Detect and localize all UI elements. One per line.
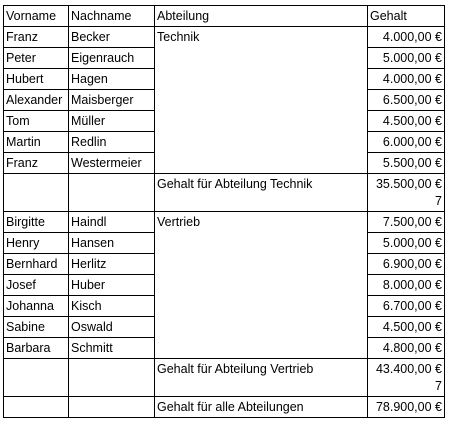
salary-cell: 7.500,00 € [368, 212, 445, 233]
last-name-cell: Haindl [69, 212, 155, 233]
subtotal-row [4, 359, 445, 397]
subtotal-value: 35.500,00 € [375, 177, 442, 191]
salary-cell: 6.700,00 € [368, 296, 445, 317]
last-name-cell: Schmitt [69, 338, 155, 359]
grand-total-row [4, 397, 445, 418]
subtotal-value-overflow: 7 [435, 379, 442, 393]
table-row [4, 212, 445, 233]
subtotal-value-overflow: 7 [435, 194, 442, 208]
empty-cell [69, 397, 155, 418]
subtotal-row [4, 174, 445, 212]
salary-cell: 5.500,00 € [368, 153, 445, 174]
empty-cell [4, 174, 69, 212]
last-name-cell: Hansen [69, 233, 155, 254]
last-name-cell: Kisch [69, 296, 155, 317]
salary-report-table [3, 5, 445, 418]
first-name-cell: Barbara [4, 338, 69, 359]
first-name-cell: Bernhard [4, 254, 69, 275]
first-name-cell: Alexander [4, 90, 69, 111]
subtotal-value: 43.400,00 € [375, 362, 442, 376]
last-name-cell: Herlitz [69, 254, 155, 275]
last-name-cell: Oswald [69, 317, 155, 338]
last-name-cell: Müller [69, 111, 155, 132]
first-name-cell: Josef [4, 275, 69, 296]
salary-cell: 4.500,00 € [368, 317, 445, 338]
header-last-name: Nachname [69, 6, 155, 27]
subtotal-value-cell [368, 174, 445, 212]
empty-cell [4, 359, 69, 397]
last-name-cell: Redlin [69, 132, 155, 153]
first-name-cell: Franz [4, 153, 69, 174]
first-name-cell: Peter [4, 48, 69, 69]
last-name-cell: Hagen [69, 69, 155, 90]
salary-cell: 4.000,00 € [368, 27, 445, 48]
header-salary: Gehalt [368, 6, 445, 27]
last-name-cell: Eigenrauch [69, 48, 155, 69]
first-name-cell: Henry [4, 233, 69, 254]
first-name-cell: Sabine [4, 317, 69, 338]
first-name-cell: Franz [4, 27, 69, 48]
report-body [4, 6, 445, 418]
department-cell: Vertrieb [155, 212, 368, 359]
salary-cell: 8.000,00 € [368, 275, 445, 296]
first-name-cell: Birgitte [4, 212, 69, 233]
last-name-cell: Maisberger [69, 90, 155, 111]
salary-cell: 4.800,00 € [368, 338, 445, 359]
empty-cell [69, 174, 155, 212]
first-name-cell: Martin [4, 132, 69, 153]
salary-cell: 4.000,00 € [368, 69, 445, 90]
first-name-cell: Johanna [4, 296, 69, 317]
header-row [4, 6, 445, 27]
salary-cell: 5.000,00 € [368, 233, 445, 254]
salary-cell: 6.500,00 € [368, 90, 445, 111]
salary-cell: 6.900,00 € [368, 254, 445, 275]
header-department: Abteilung [155, 6, 368, 27]
table-row [4, 27, 445, 48]
subtotal-label: Gehalt für Abteilung Vertrieb [155, 359, 368, 397]
subtotal-label: Gehalt für Abteilung Technik [155, 174, 368, 212]
department-cell: Technik [155, 27, 368, 174]
subtotal-value-cell [368, 359, 445, 397]
salary-cell: 4.500,00 € [368, 111, 445, 132]
empty-cell [4, 397, 69, 418]
last-name-cell: Becker [69, 27, 155, 48]
first-name-cell: Hubert [4, 69, 69, 90]
last-name-cell: Westermeier [69, 153, 155, 174]
salary-cell: 6.000,00 € [368, 132, 445, 153]
empty-cell [69, 359, 155, 397]
first-name-cell: Tom [4, 111, 69, 132]
grand-total-value: 78.900,00 € [368, 397, 445, 418]
grand-total-label: Gehalt für alle Abteilungen [155, 397, 368, 418]
salary-cell: 5.000,00 € [368, 48, 445, 69]
last-name-cell: Huber [69, 275, 155, 296]
header-first-name: Vorname [4, 6, 69, 27]
